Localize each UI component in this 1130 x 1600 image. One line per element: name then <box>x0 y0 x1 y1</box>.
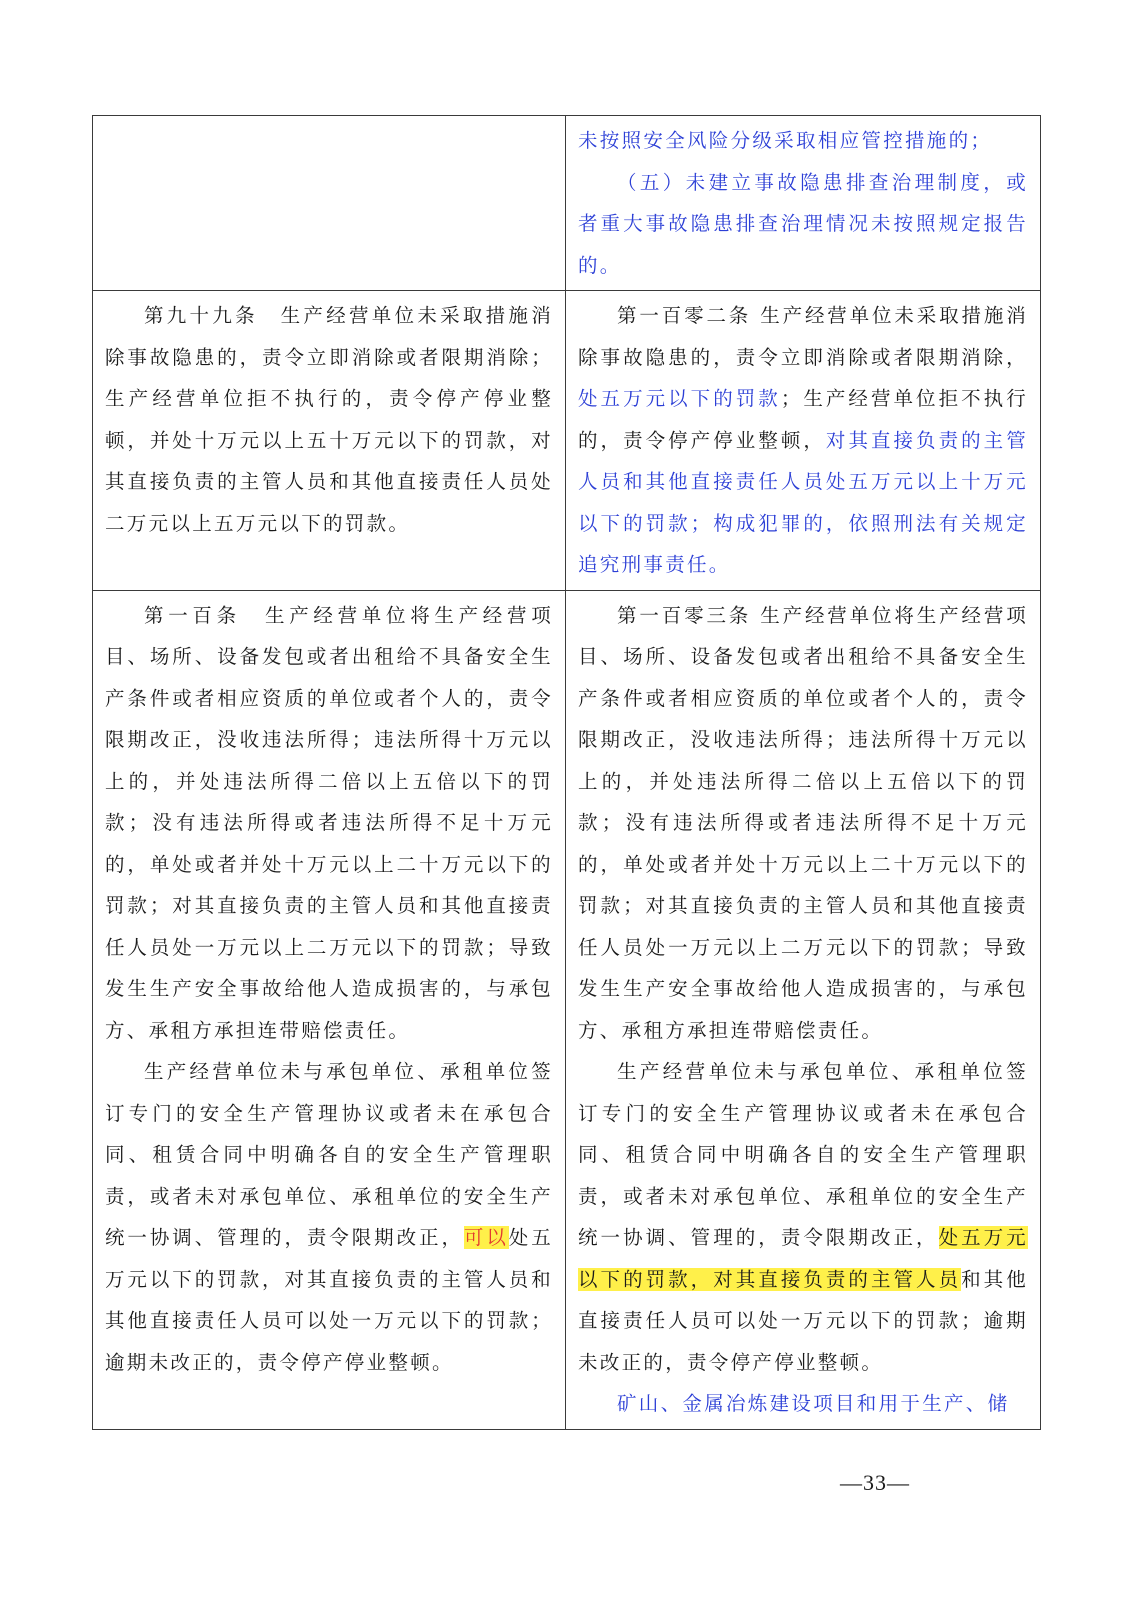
new-text-cell <box>566 291 1041 591</box>
clause-paragraph <box>105 1051 553 1383</box>
clause-text: 生产经营单位未与承包单位、承租单位签订专门的安全生产管理协议或者未在承包合同、租赁合同中明确各自的安全生产管理职责，或者未对承包单位、承租单位的安全生产统一协调、管理的，责令限期改正， <box>105 1060 553 1249</box>
page-number: —33— <box>840 1470 910 1495</box>
clause-text: 第一百零三条 生产经营单位将生产经营项目、场所、设备发包或者出租给不具备安全生产条件或者相应资质的单位或者个人的，责令限期改正，没收违法所得；违法所得十万元以上的，并处违法所得二倍以上五倍以下的罚款；没有违法所得或者违法所得不足十万元的，单处或者并处十万元以上二十万元以下的罚款；对其直接负责的主管人员和其他直接责任人员处一万元以上二万元以下的罚款；导致发生生产安全事故给他人造成损害的，与承包方、承租方承担连带赔偿责任。 <box>578 603 1028 1042</box>
clause-text: 处五万元以下的罚款，对其直接负责的主管人员和其他直接责任人员可以处一万元以下的罚款；逾期未改正的，责令停产停业整顿。 <box>105 1226 553 1374</box>
law-comparison-table <box>92 115 1041 1430</box>
highlighted-text: 处五万元以下的罚款，对其直接负责的主管人员 <box>578 1226 1028 1291</box>
revised-text: 处五万元以下的罚款 <box>578 387 781 410</box>
old-text-cell <box>93 116 566 291</box>
old-text-cell <box>93 291 566 591</box>
revised-text: 未按照安全风险分级采取相应管控措施的； <box>578 129 993 152</box>
table-row <box>93 291 1041 591</box>
clause-paragraph <box>578 162 1028 287</box>
clause-paragraph <box>105 595 553 1052</box>
new-text-cell <box>566 116 1041 291</box>
clause-text: 第九十九条 生产经营单位未采取措施消除事故隐患的，责令立即消除或者限期消除；生产经营单位拒不执行的，责令停产停业整顿，并处十万元以上五十万元以下的罚款，对其直接负责的主管人员和其他直接责任人员处二万元以上五万元以下的罚款。 <box>105 304 553 535</box>
revised-text: 矿山、金属冶炼建设项目和用于生产、储 <box>617 1392 1010 1415</box>
clause-text: ；生产经营单位拒不执行的，责令停产停业整顿， <box>578 387 1028 452</box>
clause-paragraph <box>578 120 1028 162</box>
clause-text: 第一百条 生产经营单位将生产经营项目、场所、设备发包或者出租给不具备安全生产条件或者相应资质的单位或者个人的，责令限期改正，没收违法所得；违法所得十万元以上的，并处违法所得二倍以上五倍以下的罚款；没有违法所得或者违法所得不足十万元的，单处或者并处十万元以上二十万元以下的罚款；对其直接负责的主管人员和其他直接责任人员处一万元以上二万元以下的罚款；导致发生生产安全事故给他人造成损害的，与承包方、承租方承担连带赔偿责任。 <box>105 603 553 1042</box>
highlighted-text: 可以 <box>463 1226 509 1249</box>
clause-paragraph <box>578 295 1028 586</box>
clause-paragraph <box>105 295 553 544</box>
clause-paragraph <box>578 595 1028 1052</box>
clause-paragraph <box>578 1383 1028 1425</box>
old-text-cell <box>93 590 566 1429</box>
clause-paragraph <box>578 1051 1028 1383</box>
revised-text: （五）未建立事故隐患排查治理制度，或者重大事故隐患排查治理情况未按照规定报告的。 <box>578 170 1028 277</box>
table-row <box>93 116 1041 291</box>
comparison-table-container <box>92 115 1040 1430</box>
clause-text: 生产经营单位未与承包单位、承租单位签订专门的安全生产管理协议或者未在承包合同、租赁合同中明确各自的安全生产管理职责，或者未对承包单位、承租单位的安全生产统一协调、管理的，责令限期改正， <box>578 1060 1028 1249</box>
new-text-cell <box>566 590 1041 1429</box>
clause-text: 第一百零二条 生产经营单位未采取措施消除事故隐患的，责令立即消除或者限期消除， <box>578 304 1028 369</box>
clause-text: 和其他直接责任人员可以处一万元以下的罚款；逾期未改正的，责令停产停业整顿。 <box>578 1267 1028 1374</box>
table-row <box>93 590 1041 1429</box>
revised-text: 对其直接负责的主管人员和其他直接责任人员处五万元以上十万元以下的罚款；构成犯罪的，依照刑法有关规定追究刑事责任。 <box>578 428 1028 576</box>
